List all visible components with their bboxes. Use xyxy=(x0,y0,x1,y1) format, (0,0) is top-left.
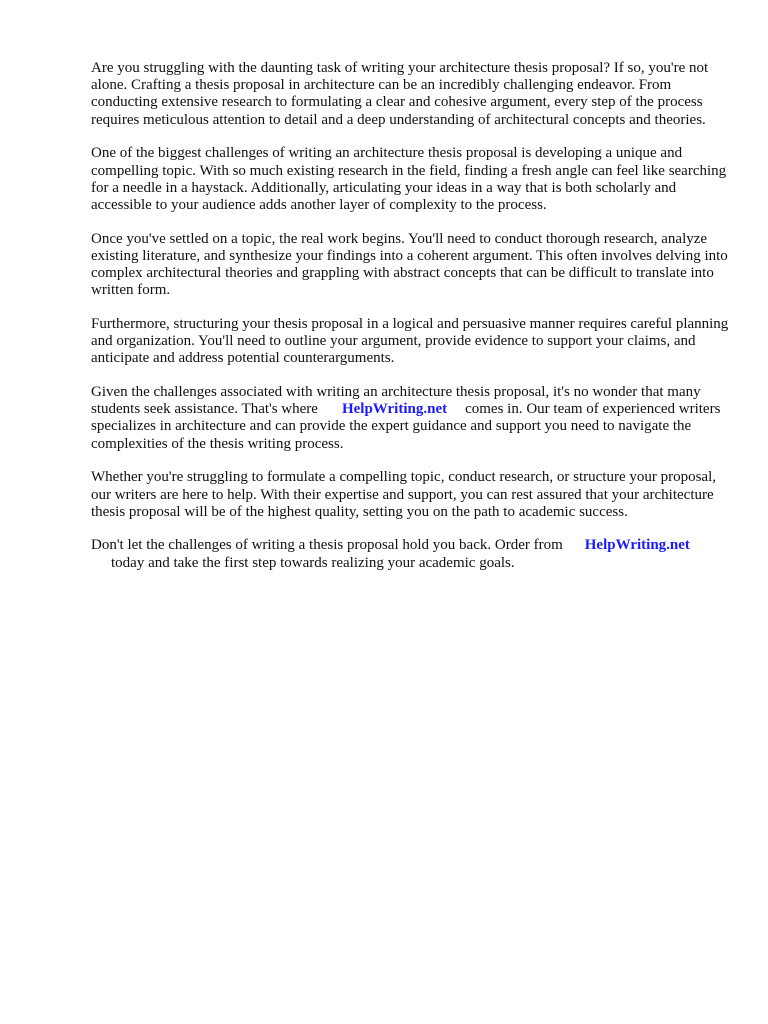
paragraph-assistance-text-after: comes in. Our team of experienced writers specializes in architecture and can provide the expert guidance and support you need to navigate the complexities of the thesis writing process. xyxy=(91,401,721,452)
paragraph-assistance-text-before: Given the challenges associated with writing an architecture thesis proposal, it's no wonder that many students seek assistance. That's where xyxy=(91,384,701,418)
cta-text-before: Don't let the challenges of writing a thesis proposal hold you back. Order from xyxy=(91,537,563,554)
paragraph-intro: Are you struggling with the daunting task of writing your architecture thesis proposal? If so, you're not alone. Crafting a thesis proposal in architecture can be an incredibly challenging endeavor. From conducting extensive research to formulating a clear and cohesive argument, every step of the process requires meticulous attention to detail and a deep understanding of architectural concepts and theories. xyxy=(91,60,709,128)
cta-text-after: today and take the first step towards realizing your academic goals. xyxy=(111,554,515,571)
paragraph-research: Once you've settled on a topic, the real work begins. You'll need to conduct thorough research, analyze existing literature, and synthesize your findings into a coherent argument. This often involves delving into complex architectural theories and grappling with abstract concepts that can be difficult to translate into written form. xyxy=(91,230,728,299)
helpwriting-link[interactable]: HelpWriting.net xyxy=(341,401,448,418)
paragraph-help: Whether you're struggling to formulate a compelling topic, conduct research, or structure your proposal, our writers are here to help. With their expertise and support, you can rest assured that your architecture thesis proposal will be of the highest quality, setting you on the path to academic success. xyxy=(91,469,717,520)
helpwriting-order-link[interactable]: HelpWriting.net xyxy=(584,537,690,554)
paragraph-topic-challenge: One of the biggest challenges of writing an architecture thesis proposal is developing a unique and compelling topic. With so much existing research in the field, finding a fresh angle can feel like searching for a needle in a haystack. Additionally, articulating your ideas in a way that is both scholarly and accessible to your audience adds another layer of complexity to the process. xyxy=(91,145,727,213)
paragraph-assistance xyxy=(91,384,731,453)
document-body xyxy=(91,60,731,588)
paragraph-call-to-action xyxy=(91,537,731,571)
paragraph-structure: Furthermore, structuring your thesis proposal in a logical and persuasive manner requires careful planning and organization. You'll need to outline your argument, provide evidence to support your claims, and anticipate and address potential counterarguments. xyxy=(91,315,729,367)
